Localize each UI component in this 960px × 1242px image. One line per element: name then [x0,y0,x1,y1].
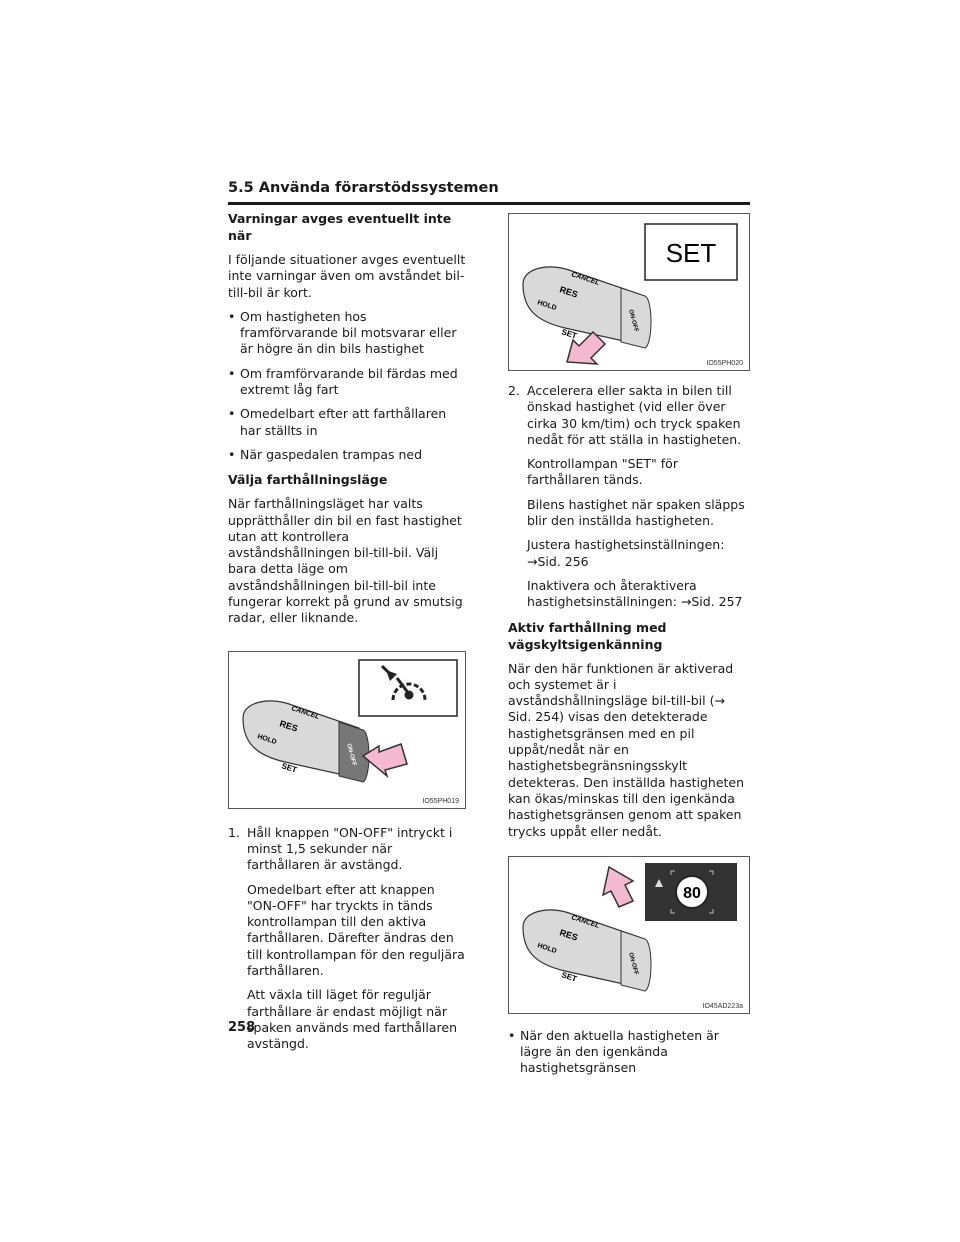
step-2 [508,383,746,448]
figure-code: IO55PH020 [706,360,743,367]
on-off-label: ON-OFF [627,308,639,333]
right-column [508,213,746,1085]
on-off-label: ON-OFF [627,951,639,976]
left-column [228,210,466,1061]
speed-value: 80 [683,884,701,902]
indicator-panel [359,660,457,716]
page-number: 258 [228,1020,256,1035]
up-arrow [603,867,633,907]
set-indicator: SET [665,238,717,268]
figure-on-off [228,651,466,809]
step-1-note: Omedelbart efter att knappen "ON-OFF" har tryckts in tänds kontrollampan till den aktiva farthållaren. Därefter ändras den till kontrollampan för den reguljära farthållaren. [247,881,465,979]
cancel-label: CANCEL [290,704,321,721]
set-label: SET [560,970,578,984]
cruise-lever [523,267,651,348]
cruise-lever [523,910,651,991]
res-label: RES [278,718,300,734]
figure-set [508,213,750,371]
figure-code: IO45AD223a [702,1002,743,1010]
hold-label: HOLD [536,299,558,313]
step-number: 1. [228,824,240,840]
step-text: Accelerera eller sakta in bilen till önskad hastighet (vid eller över cirka 30 km/tim) och tryck spaken nedåt för att ställa in hastigheten. [527,383,742,447]
step-2-note: Bilens hastighet när spaken släpps blir den inställda hastigheten. [527,496,745,529]
step-1-note: Att växla till läget för reguljär farthållare är endast möjligt när spaken används med farthållaren avstängd. [247,987,458,1052]
bullet-item: • Om hastigheten hos framförvarande bil motsvarar eller är högre än din bils hastighet [228,309,466,358]
cancel-label: CANCEL [570,914,601,930]
cruise-lever [243,701,369,782]
hold-label: HOLD [536,942,558,955]
paragraph-intro: I följande situationer avges eventuellt inte varningar även om avståndet bil-till-bil är kort. [228,252,466,300]
step-number: 2. [508,383,520,398]
cancel-label: CANCEL [570,271,601,287]
set-label: SET [560,327,578,341]
lever-illustration-2 [509,214,749,370]
bullet-item: • Omedelbart efter att farthållaren har ställts in [228,406,466,439]
section-title: 5.5 Använda förarstödssystemen [228,180,499,196]
step-2-note: Inaktivera och återaktivera hastighetsinställningen: →Sid. 257 [527,577,743,610]
push-arrow [363,744,407,776]
hold-label: HOLD [256,732,278,746]
step-text: Håll knappen "ON-OFF" intryckt i minst 1,5 sekunder när farthållaren är avstängd. [247,824,453,873]
lever-illustration-1 [229,652,465,808]
figure-speed-sign [508,856,750,1014]
heading-sign-recognition: Aktiv farthållning med vägskyltsigenkänning [508,619,667,652]
on-off-label: ON-OFF [345,742,357,767]
heading-warnings: Varningar avges eventuellt inte när [228,211,452,243]
step-1 [228,825,466,874]
heading-mode: Välja farthållningsläge [228,472,388,488]
figure-code: IO55PH019 [422,797,459,805]
bullet-item: • Om framförvarande bil färdas med extremt låg fart [228,366,466,399]
paragraph-sign-recognition: När den här funktionen är aktiverad och systemet är i avståndshållningsläge bil-till-bil (→ Sid. 254) visas den detekterade hastighetsgränsen med en pil uppåt/nedåt när en hastighetsbegränsningsskylt detekteras. Den inställda hastigheten kan ökas/minskas till den igenkända hastighetsgränsen genom att spaken trycks uppåt eller nedåt. [508,660,745,839]
lever-illustration-3 [509,857,749,1013]
set-label: SET [280,760,298,775]
step-2-note: Kontrollampan "SET" för farthållaren tänds. [527,456,678,488]
step-2-note: Justera hastighetsinställningen: →Sid. 256 [527,537,725,569]
bullet-item: • När den aktuella hastigheten är lägre än den igenkända hastighetsgränsen [508,1028,746,1077]
res-label: RES [558,284,580,300]
res-label: RES [558,927,580,943]
paragraph-mode: När farthållningsläget har valts upprätthåller din bil en fast hastighet utan att kontrollera avståndshållningen bil-till-bil. Välj bara detta läge om avståndshållningen bil-till-bil inte fungerar korrekt på grund av smutsig radar, eller liknande. [228,496,463,626]
section-header [228,178,750,205]
bullet-item: • När gaspedalen trampas ned [228,447,466,463]
